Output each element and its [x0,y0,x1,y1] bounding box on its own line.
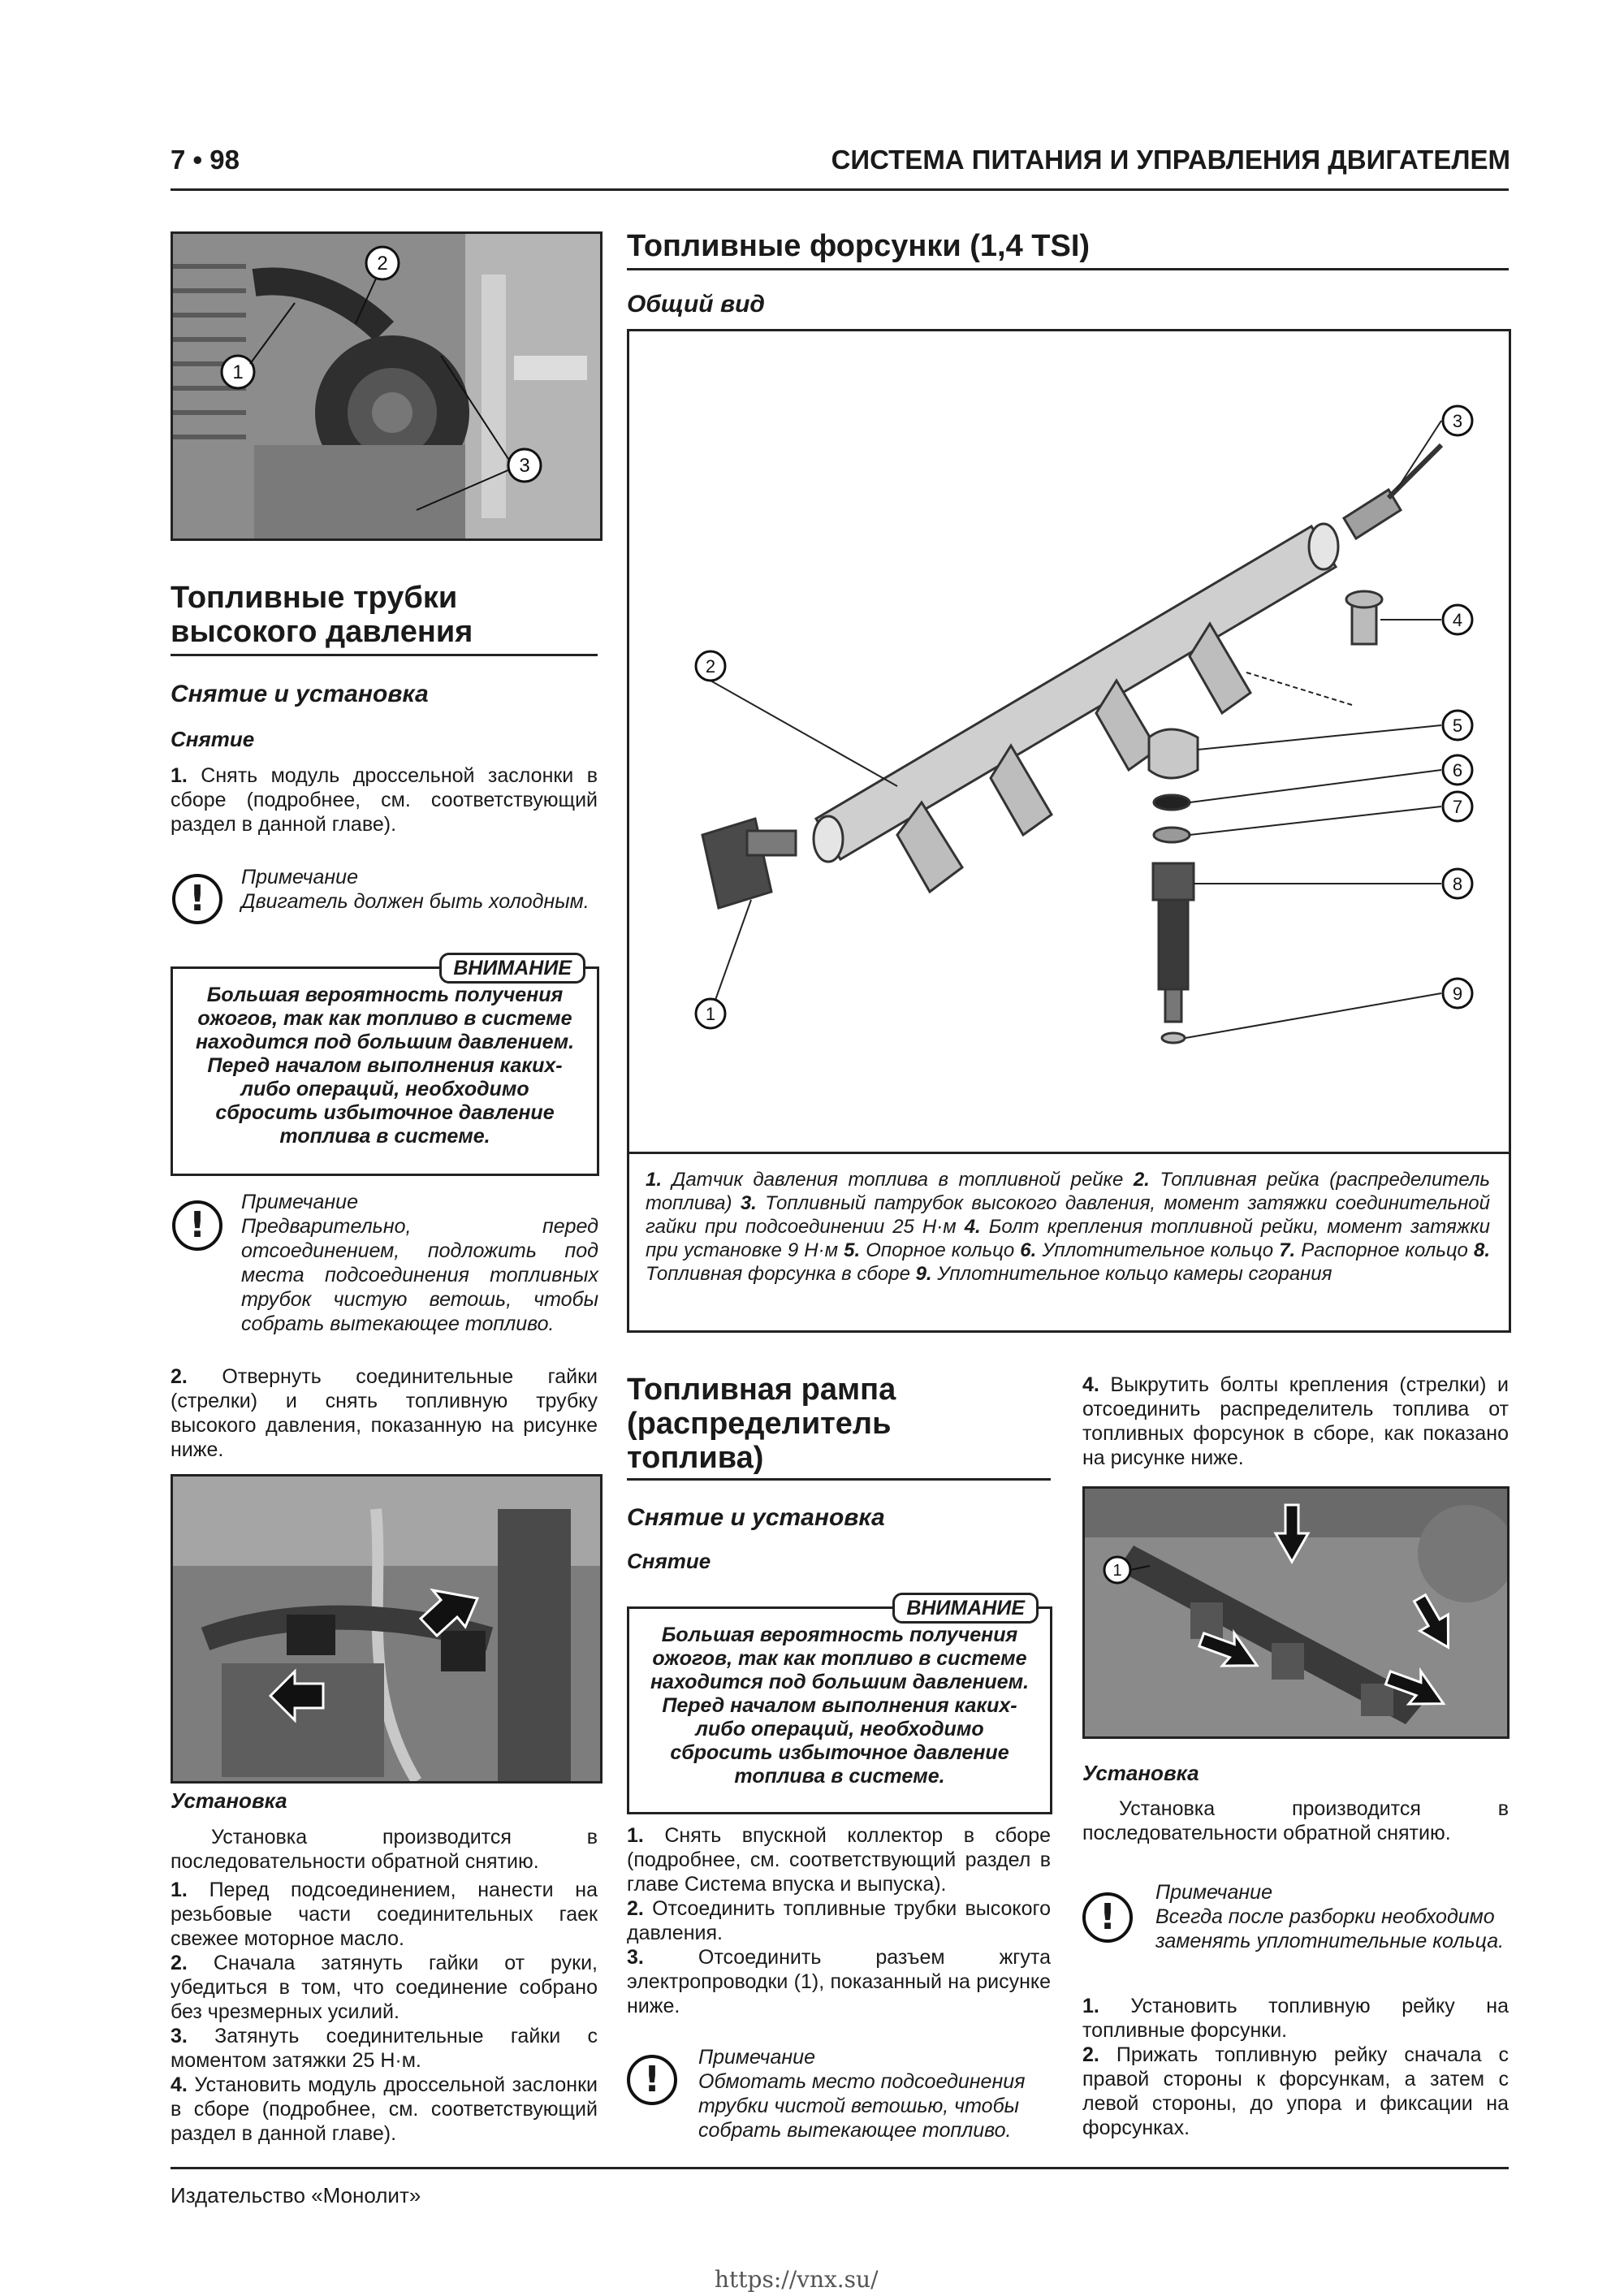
install-step-4: 4. Установить модуль дроссельной заслонки в сборе (подробнее, см. соответствующий раздел в данной главе). [171,2073,598,2145]
callout-4: 4 [1452,610,1463,630]
install-step-1: 1. Перед подсоединением, нанести на резьбовые части соединительных гаек свежее моторное масло. [171,1879,598,1950]
callout-1: 1 [705,1004,716,1024]
rail-install-intro: Установка производится в последовательности обратной снятию. [1082,1797,1509,1844]
callout-5: 5 [1452,716,1463,736]
label-removal: Снятие [627,1549,711,1573]
label-install: Установка [171,1788,287,1813]
warning-tag: ВНИМАНИЕ [439,953,585,984]
page-number: 7 • 98 [171,145,240,175]
exclamation-icon: ! [172,874,222,924]
rail-step-2: 2. Отсоединить топливные трубки высокого давления. [627,1897,1051,1944]
note-replace-rings: Примечание Всегда после разборки необходимо заменять уплотнительные кольца. [1155,1881,1505,1952]
warning-text: Большая вероятность получения ожогов, так как топливо в системе находится под большим давлением. Перед началом выполнения каких-либо операций, необходимо сбросить избыточное давление топлива в системе. [650,1624,1030,1788]
callout-3: 3 [1452,411,1463,431]
section-title-tubes: Топливные трубки высокого давления [171,581,473,649]
exclamation-icon: ! [627,2055,677,2105]
warning-box [171,957,599,1176]
callout-9: 9 [1452,984,1463,1004]
section-title-rule [627,268,1509,270]
note-rag: Примечание Предварительно, перед отсоединением, подложить под места подсоединения топливных трубок чистую ветошь, чтобы собрать вытекающее топливо. [241,1191,598,1335]
subtitle-removal-install: Снятие и установка [627,1504,885,1531]
rail-install-step-1: 1. Установить топливную рейку на топливные форсунки. [1082,1995,1509,2042]
install-step-2: 2. Сначала затянуть гайки от руки, убедиться в том, что соединение собрано без чрезмерных усилий. [171,1952,598,2023]
rail-step-4: 4. Выкрутить болты крепления (стрелки) и отсоединить распределитель топлива от топливных форсунок в сборе, как показано на рисунке ниже. [1082,1373,1509,1469]
label-install: Установка [1082,1761,1199,1785]
callout-2: 2 [705,656,716,677]
section-title-rule [627,1478,1051,1481]
footer-rule [171,2167,1509,2169]
diagram-caption: 1. Датчик давления топлива в топливной рейке 2. Топливная рейка (распределитель топлива) 3. Топливный патрубок высокого давления, момент затяжки соединительной гайки при подсоединении 25 Н·м 4. Болт крепления топливной рейки, момент затяжки при установке 9 Н·м 5. Опорное кольцо 6. Уплотнительное кольцо 7. Распорное кольцо 8. Топливная форсунка в сборе 9. Уплотнительное кольцо камеры сгорания [646,1169,1490,1285]
section-title-rail: Топливная рампа (распределитель топлива) [627,1373,896,1475]
exclamation-icon: ! [1082,1892,1133,1943]
callout-7: 7 [1452,797,1463,817]
label-removal: Снятие [171,727,255,751]
callout-8: 8 [1452,874,1463,894]
rail-install-step-2: 2. Прижать топливную рейку сначала с правой стороны к форсункам, а затем с левой стороны, до упора и фиксации на форсунках. [1082,2043,1510,2139]
callout-2: 2 [377,253,388,275]
section-title-injectors: Топливные форсунки (1,4 TSI) [627,229,1091,263]
publisher: Издательство «Монолит» [171,2183,421,2207]
rail-step-3: 3. Отсоединить разъем жгута электропроводки (1), показанный на рисунке ниже. [627,1946,1051,2017]
running-header: СИСТЕМА ПИТАНИЯ И УПРАВЛЕНИЯ ДВИГАТЕЛЕМ [831,145,1510,175]
rail-step-1: 1. Снять впускной коллектор в сборе (подробнее, см. соответствующий раздел в главе Система впуска и выпуска). [627,1824,1051,1896]
note-cold-engine: Примечание Двигатель должен быть холодным. [241,866,590,913]
warning-text: Большая вероятность получения ожогов, так как топливо в системе находится под большим давлением. Перед началом выполнения каких-либо операций, необходимо сбросить избыточное давление топлива в системе. [195,984,575,1148]
exclamation-icon: ! [172,1200,222,1251]
injector-diagram [627,329,1511,1333]
section-title-rule [171,654,598,656]
subtitle-general-view: Общий вид [627,291,765,318]
callout-1: 1 [232,361,244,383]
step-1: 1. Снять модуль дроссельной заслонки в сборе (подробнее, см. соответствующий раздел в данной главе). [171,764,598,836]
watermark-link[interactable]: https://vnx.su/ [715,2266,879,2293]
callout-6: 6 [1452,760,1463,780]
install-step-3: 3. Затянуть соединительные гайки с моментом затяжки 25 Н·м. [171,2025,598,2072]
photo-fuel-pump [171,231,603,541]
photo-fuel-rail [1082,1486,1510,1739]
photo-high-pressure-tube [171,1474,603,1784]
note-wrap-connection: Примечание Обмотать место подсоединения трубки чистой ветошью, чтобы собрать вытекающее топливо. [698,2046,1026,2142]
callout-3: 3 [519,455,530,477]
install-intro: Установка производится в последовательности обратной снятию. [171,1826,598,1873]
warning-tag: ВНИМАНИЕ [892,1593,1039,1624]
header-rule [171,188,1509,191]
callout-1: 1 [1112,1562,1122,1580]
warning-box [627,1597,1052,1814]
step-2: 2. Отвернуть соединительные гайки (стрелки) и снять топливную трубку высокого давления, показанную на рисунке ниже. [171,1365,598,1461]
subtitle-removal-install: Снятие и установка [171,681,429,707]
